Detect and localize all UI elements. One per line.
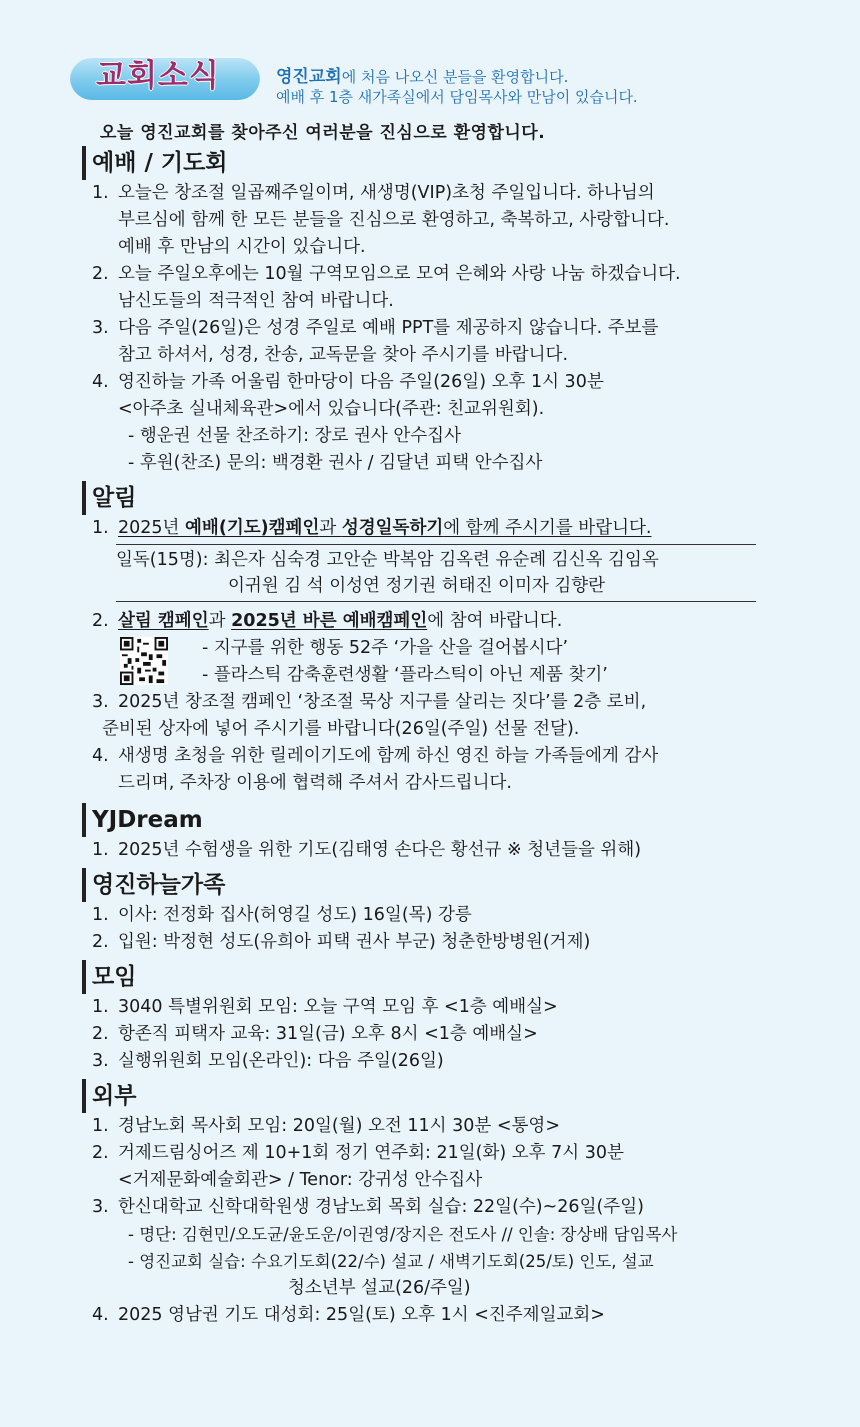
- intro-text: 오늘 영진교회를 찾아주신 여러분을 진심으로 환영합니다.: [100, 123, 546, 143]
- list-item: [82, 994, 772, 1021]
- item-line: 경남노회 목사회 모임: 20일(월) 오전 11시 30분 <통영>: [118, 1116, 561, 1136]
- campaign-item: [202, 662, 608, 689]
- list-item: [82, 1302, 772, 1329]
- list-item: [82, 743, 772, 797]
- sub-item: - 후원(찬조) 문의: 백경환 권사 / 김달년 피택 안수집사: [128, 453, 543, 473]
- item-number: 1.: [92, 997, 109, 1017]
- welcome-text: 에 처음 나오신 분들을 환영합니다.: [341, 68, 569, 86]
- campaign-item: [202, 635, 608, 662]
- church-name: 영진교회: [276, 67, 342, 87]
- campaign-text: - 지구를 위한 행동 52주 ‘가을 산을 걸어봅시다’: [202, 638, 569, 658]
- news-badge-text: 교회소식: [96, 58, 220, 94]
- text-part: 과: [319, 518, 342, 538]
- campaign-name: 살림 캠페인: [118, 611, 209, 631]
- item-line: 한신대학교 신학대학원생 경남노회 목회 실습: 22일(수)~26일(주일): [118, 1197, 644, 1217]
- list-item: [82, 1140, 772, 1194]
- item-line: 새생명 초청을 위한 릴레이기도에 함께 하신 영진 하늘 가족들에게 감사: [118, 746, 659, 766]
- list-item: [82, 369, 772, 423]
- list-item: [82, 315, 772, 369]
- campaign-lines: [202, 635, 608, 689]
- sub-item-cont: 청소년부 설교(26/주일): [288, 1278, 471, 1298]
- item-line: 오늘은 창조절 일곱째주일이며, 새생명(VIP)초청 주일입니다. 하나님의: [118, 183, 655, 203]
- list-item: [82, 929, 772, 956]
- item-line: 2025년 창조절 캠페인 ‘창조절 묵상 지구를 살리는 짓다’를 2층 로비,: [118, 692, 647, 712]
- item-line: 항존직 피택자 교육: 31일(금) 오후 8시 <1층 예배실>: [118, 1024, 538, 1044]
- item-line: [118, 515, 772, 542]
- item-line: 실행위원회 모임(온라인): 다음 주일(26일): [118, 1051, 444, 1071]
- section-yjdream: [82, 803, 772, 864]
- content: [82, 142, 772, 1329]
- item-line: [118, 608, 772, 635]
- item-line: 부르심에 함께 한 모든 분들을 진심으로 환영하고, 축복하고, 사랑합니다.: [118, 210, 670, 230]
- readers-line: 이귀원 김 석 이성연 정기권 허태진 이미자 김향란: [228, 576, 606, 596]
- section-external: [82, 1079, 772, 1329]
- section-title: 알림: [82, 481, 772, 515]
- list-item: [82, 1021, 772, 1048]
- list-item: [82, 608, 772, 635]
- sub-item: - 명단: 김현민/오도균/윤도운/이권영/장지은 전도사 // 인솔: 장상배 담임목사: [128, 1225, 678, 1244]
- item-line: <아주초 실내체육관>에서 있습니다(주관: 친교위원회).: [118, 399, 545, 419]
- campaign-block: [82, 635, 772, 689]
- item-number: 4.: [92, 746, 109, 766]
- item-number: 1.: [92, 1116, 109, 1136]
- item-line: 다음 주일(26일)은 성경 주일로 예배 PPT를 제공하지 않습니다. 주보를: [118, 318, 659, 338]
- section-title: YJDream: [82, 803, 772, 837]
- section-title: 예배 / 기도회: [82, 146, 772, 180]
- section-title: 외부: [82, 1079, 772, 1113]
- section-title: 모임: [82, 960, 772, 994]
- item-line: 준비된 상자에 넣어 주시기를 바랍니다(26일(주일) 선물 전달).: [102, 719, 580, 739]
- item-number: 2.: [92, 264, 109, 284]
- item-number: 1.: [92, 518, 109, 538]
- list-item: [82, 902, 772, 929]
- item-line: 예배 후 만남의 시간이 있습니다.: [118, 237, 366, 257]
- item-line: 2025년 수험생을 위한 기도(김태영 손다은 황선규 ※ 청년들을 위해): [118, 840, 642, 860]
- welcome-line-2: 예배 후 1층 새가족실에서 담임목사와 만남이 있습니다.: [276, 88, 638, 106]
- item-line: 3040 특별위원회 모임: 오늘 구역 모임 후 <1층 예배실>: [118, 997, 558, 1017]
- readers-box: [116, 544, 756, 602]
- text-part: 에 함께 주시기를 바랍니다.: [443, 518, 652, 538]
- campaign-text: - 플라스틱 감축훈련생활 ‘플라스틱이 아닌 제품 찾기’: [202, 665, 608, 685]
- campaign-name: 2025년 바른 예배캠페인: [231, 611, 428, 631]
- section-meetings: [82, 960, 772, 1075]
- item-line: 거제드림싱어즈 제 10+1회 정기 연주회: 21일(화) 오후 7시 30분: [118, 1143, 624, 1163]
- list-item: [82, 180, 772, 261]
- section-title: 영진하늘가족: [82, 868, 772, 902]
- item-line: 입원: 박정현 성도(유희아 피택 권사 부군) 청춘한방병원(거제): [118, 932, 591, 952]
- welcome-line-1: [276, 62, 568, 87]
- item-number: 3.: [92, 318, 109, 338]
- item-line: 드리며, 주차장 이용에 협력해 주셔서 감사드립니다.: [118, 773, 512, 793]
- qr-code-icon[interactable]: [120, 637, 168, 685]
- text-part: 과: [208, 611, 232, 631]
- item-number: 2.: [92, 932, 109, 952]
- list-item: [82, 837, 772, 864]
- item-number: 2.: [92, 1143, 109, 1163]
- item-number: 2.: [92, 611, 109, 631]
- item-line: 오늘 주일오후에는 10월 구역모임으로 모여 은혜와 사랑 나눔 하겠습니다.: [118, 264, 681, 284]
- text-part: 에 참여 바랍니다.: [427, 611, 563, 631]
- item-number: 1.: [92, 840, 109, 860]
- readers-line: 일독(15명): 최은자 심숙경 고안순 박복암 김옥련 유순례 김신옥 김임옥: [116, 550, 659, 570]
- item-number: 3.: [92, 692, 109, 712]
- item-number: 1.: [92, 183, 109, 203]
- item-line: 이사: 전정화 집사(허영길 성도) 16일(목) 강릉: [118, 905, 472, 925]
- item-line: 참고 하셔서, 성경, 찬송, 교독문을 찾아 주시기를 바랍니다.: [118, 345, 569, 365]
- item-number: 3.: [92, 1051, 109, 1071]
- item-line: 남신도들의 적극적인 참여 바랍니다.: [118, 291, 394, 311]
- list-item: [82, 1194, 772, 1221]
- item-number: 3.: [92, 1197, 109, 1217]
- list-item: [82, 1048, 772, 1075]
- campaign-name: 예배(기도)캠페인: [185, 518, 320, 538]
- item-number: 4.: [92, 1305, 109, 1325]
- item-number: 1.: [92, 905, 109, 925]
- item-line: <거제문화예술회관> / Tenor: 강귀성 안수집사: [118, 1170, 483, 1190]
- list-item: [82, 689, 772, 743]
- sub-item: - 행운권 선물 찬조하기: 장로 권사 안수집사: [128, 426, 461, 446]
- list-item: [82, 515, 772, 542]
- item-number: 4.: [92, 372, 109, 392]
- section-worship: [82, 146, 772, 477]
- section-notice: [82, 481, 772, 797]
- sub-item: - 영진교회 실습: 수요기도회(22/수) 설교 / 새벽기도회(25/토) 인도, 설교: [128, 1252, 654, 1271]
- item-number: 2.: [92, 1024, 109, 1044]
- list-item: [82, 1113, 772, 1140]
- text-part: 2025년: [118, 518, 186, 538]
- item-line: 2025 영남권 기도 대성회: 25일(토) 오후 1시 <진주제일교회>: [118, 1305, 605, 1325]
- item-line: 영진하늘 가족 어울림 한마당이 다음 주일(26일) 오후 1시 30분: [118, 372, 604, 392]
- campaign-name: 성경일독하기: [341, 518, 444, 538]
- list-item: [82, 261, 772, 315]
- section-family: [82, 868, 772, 956]
